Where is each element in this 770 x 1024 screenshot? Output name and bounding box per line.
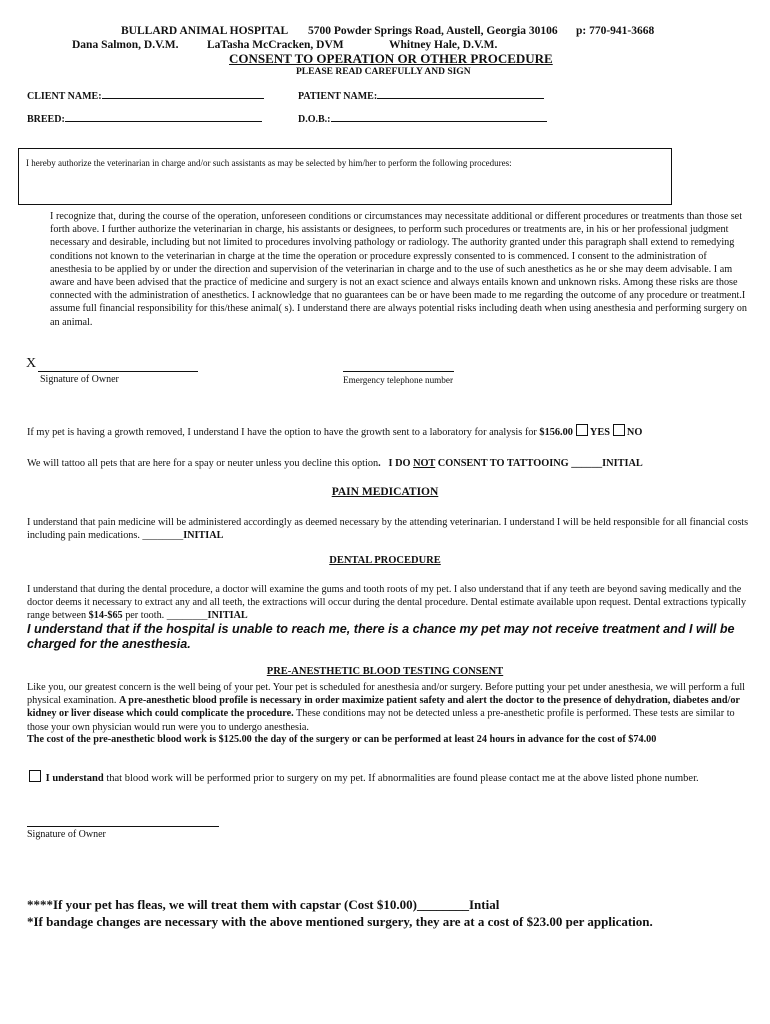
bandage-cost-line: *If bandage changes are necessary with the above mentioned surgery, they are at a cost of $23.00 per application.: [27, 914, 653, 929]
dental-paragraph: I understand that during the dental procedure, a doctor will examine the gums and tooth roots of my pet. I also understand that if any teeth are beyond saving medically and the doctor deems it necessary to extract any and all teeth, the extractions will occur during the dental procedure. Dental estimate available upon request. Dental extractions typically range between $14-$65 per tooth. ________INITIAL: [27, 584, 747, 622]
hospital-name: BULLARD ANIMAL HOSPITAL: [121, 25, 289, 37]
hospital-phone: p: 770-941-3668: [576, 25, 655, 37]
growth-text: If my pet is having a growth removed, I understand I have the option to have the growth sent to a laboratory for analysis for: [27, 427, 537, 438]
form-subtitle: PLEASE READ CAREFULLY AND SIGN: [296, 67, 471, 77]
emergency-phone-label: Emergency telephone number: [343, 375, 454, 385]
growth-analysis-line: [27, 424, 642, 438]
breed-label: BREED:: [27, 114, 65, 125]
owner-signature-label-2: Signature of Owner: [27, 829, 106, 840]
understand-checkbox[interactable]: [29, 770, 41, 782]
owner-signature-line[interactable]: [38, 371, 198, 372]
patient-name-label: PATIENT NAME:: [298, 91, 378, 102]
authorization-text: I hereby authorize the veterinarian in charge and/or such assistants as may be selected by him/her to perform the following procedures:: [26, 158, 512, 168]
pain-medication-paragraph: I understand that pain medicine will be administered accordingly as deemed necessary by the attending veterinarian. I understand I will be held responsible for all financial costs including pain medications. ________INITIAL: [27, 517, 749, 542]
tattoo-line: We will tattoo all pets that are here for a spay or neuter unless you decline this option. I DO NOT CONSENT TO TATTOOING ______INITIAL: [27, 458, 643, 469]
client-name-label: CLIENT NAME:: [27, 91, 102, 102]
growth-price: $156.00: [539, 427, 573, 438]
pain-medication-heading: PAIN MEDICATION: [331, 486, 439, 498]
tattoo-decline[interactable]: I DO NOT CONSENT TO TATTOOING ______INITIAL: [388, 458, 643, 469]
recognition-paragraph: I recognize that, during the course of the operation, unforeseen conditions or circumstances may necessitate additional or different procedures or treatments than those set forth above. I further authorize the veterinarian in charge, his assistants or designees, to perform such procedures or treatments are, in his or her professional judgment necessary and desirable, including but not limited to procedures involving pathology or radiology. The authority granted under this paragraph shall extend to remedying conditions not known to the veterinarian in charge at the time the operation or procedure expressly consented to is commenced. I consent to the administration of anesthesia to be applied by or under the direction and supervision of the veterinarian in charge and to the use of such anesthetics as he or she may deem advisable. I am aware and have been advised that the practice of medicine and surgery is not an exact science and always entails known and unknown risks. Among these risks are those connected with the administration of anesthetics. I acknowledge that no guarantees can be or have been made to me regarding the outcome of any procedure or treatment.I assume full financial responsibility for this/these animal( s). I understand there are always potential risks including death when using anesthesia and performing surgery on an animal.: [50, 211, 747, 328]
owner-signature-label: Signature of Owner: [40, 374, 119, 385]
blood-testing-paragraph: Like you, our greatest concern is the well being of your pet. Your pet is scheduled for anesthesia and/or surgery. Before putting your pet under anesthesia, we will perform a full physical examination. A pre-anesthetic blood profile is necessary in order maximize patient safety and alert the doctor to the presence of dehydration, diabetes and/or kidney or liver disease which could complicate the procedure. These conditions may not be detected unless a pre-anesthetic profile is performed. These tests are similar to those your own physician would run were you to undergo anesthesia.: [27, 682, 746, 733]
form-title: CONSENT TO OPERATION OR OTHER PROCEDURE: [229, 51, 553, 66]
dental-initial-label[interactable]: INITIAL: [207, 610, 248, 622]
blood-testing-heading: PRE-ANESTHETIC BLOOD TESTING CONSENT: [266, 666, 504, 677]
pain-initial-label[interactable]: INITIAL: [183, 530, 224, 542]
dob-field[interactable]: [298, 114, 547, 125]
yes-checkbox[interactable]: [576, 424, 588, 436]
no-label: NO: [626, 427, 643, 438]
procedures-box[interactable]: [18, 148, 672, 205]
no-checkbox[interactable]: [613, 424, 625, 436]
dental-price-range: $14-$65: [88, 610, 123, 622]
dental-heading: DENTAL PROCEDURE: [329, 555, 441, 566]
yes-label: YES: [589, 427, 610, 438]
emergency-phone-line[interactable]: [343, 371, 454, 372]
signature-x-mark: X: [26, 356, 37, 371]
breed-field[interactable]: [27, 114, 262, 125]
patient-name-field[interactable]: [298, 91, 544, 102]
capstar-flea-line: ****If your pet has fleas, we will treat them with capstar (Cost $10.00)________Intial: [27, 897, 500, 912]
blood-cost-line: The cost of the pre-anesthetic blood work is $125.00 the day of the surgery or can be performed at least 24 hours in advance for the cost of $74.00: [27, 734, 657, 745]
tattoo-text: We will tattoo all pets that are here for a spay or neuter unless you decline this option: [27, 458, 379, 469]
understand-paragraph: I understand that blood work will be performed prior to surgery on my pet. If abnormalities are found please contact me at the above listed phone number.: [27, 770, 727, 787]
dob-label: D.O.B.:: [298, 114, 331, 125]
anesthesia-warning: I understand that if the hospital is unable to reach me, there is a chance my pet may not receive treatment and I will be charged for the anesthesia.: [27, 622, 735, 651]
client-name-field[interactable]: [27, 91, 264, 102]
doctor-salmon: Dana Salmon, D.V.M.: [72, 39, 179, 51]
hospital-address: 5700 Powder Springs Road, Austell, Georgia 30106: [308, 25, 558, 37]
doctor-mccracken: LaTasha McCracken, DVM: [207, 39, 344, 51]
owner-signature-line-2[interactable]: [27, 826, 219, 827]
doctor-hale: Whitney Hale, D.V.M.: [389, 39, 498, 51]
